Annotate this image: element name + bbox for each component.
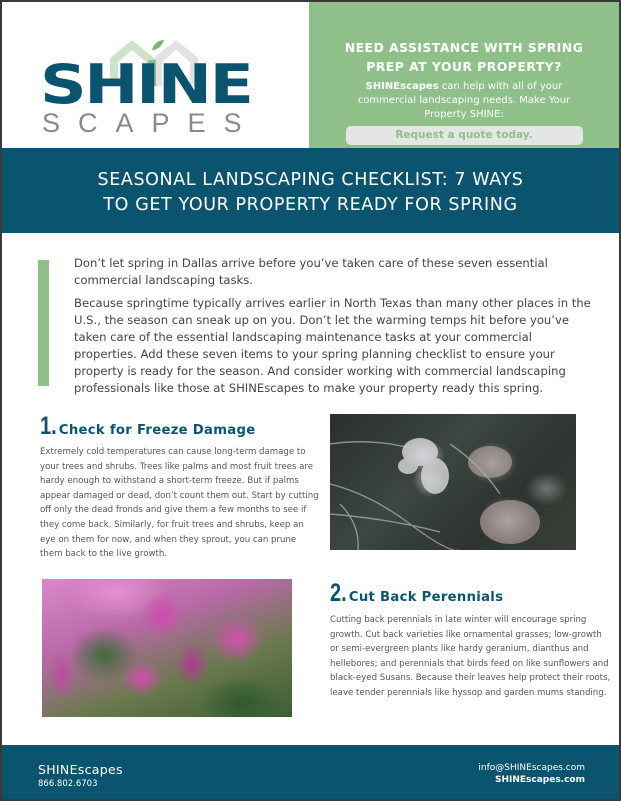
cta-text: can help with all of your commercial landscaping needs. Make Your Property SHINE: — [357, 81, 571, 120]
pink-geranium-flowers-photo — [42, 579, 292, 717]
intro-text — [74, 255, 594, 397]
logo-subword: SCAPES — [42, 108, 260, 138]
cta-brand: SHINEscapes — [365, 81, 439, 92]
frost-covered-plant-photo — [330, 414, 576, 550]
footer-phone[interactable]: 866.802.6703 — [38, 779, 98, 789]
cta-title — [309, 38, 619, 76]
section-1-heading — [40, 412, 255, 441]
section-1-body: Extremely cold temperatures can cause long-term damage to your trees and shrubs. Trees like palms and most fruit trees are hardy enough to withstand a short-term freeze. But if palms appear damaged or dead, don’t count them out. Start by cutting off only the dead fronds and give them a few months to see if they come back. Similarly, for fruit trees and shrubs, keep an eye on them for now, and when they sprout, you can prune them back to the live growth. — [40, 447, 319, 560]
cta-title-line1: NEED ASSISTANCE WITH SPRING — [344, 40, 584, 55]
section-2-title: Cut Back Perennials — [348, 590, 504, 605]
title-banner — [2, 148, 619, 233]
section-1-number: 1. — [40, 412, 57, 440]
cta-panel — [309, 2, 619, 148]
flyer-page — [2, 2, 619, 799]
logo-area — [2, 2, 309, 148]
footer-brand: SHINEscapes — [38, 762, 123, 777]
request-quote-button[interactable]: Request a quote today. — [346, 126, 583, 145]
cta-title-line2: PREP AT YOUR PROPERTY? — [366, 59, 562, 74]
intro-paragraph-1: Don’t let spring in Dallas arrive before you’ve taken care of these seven essential commercial landscaping tasks. — [74, 256, 548, 287]
section-1-title: Check for Freeze Damage — [58, 423, 256, 438]
section-2-body: Cutting back perennials in late winter will encourage spring growth. Cut back varieties like ornamental grasses; low-growth or semi-evergreen plants like hardy geranium, dianthus and hellebores; and perennials that birds feed on like sunflowers and black-eyed Susans. Because their leaves help protect their roots, leave tender perennials like hyssop and garden mums standing. — [330, 615, 611, 698]
footer-website-link[interactable]: SHINEscapes.com — [494, 775, 585, 785]
intro-accent-bar — [38, 260, 49, 386]
page-title-line2: TO GET YOUR PROPERTY READY FOR SPRING — [103, 195, 518, 215]
section-2-number: 2. — [330, 579, 347, 607]
footer-email-link[interactable]: info@SHINEscapes.com — [478, 763, 585, 773]
section-2-heading — [330, 579, 503, 608]
page-title — [2, 168, 619, 218]
shinescapes-logo — [40, 36, 276, 140]
frost-branches-icon — [330, 414, 576, 550]
cta-body — [309, 80, 619, 122]
intro-paragraph-2: Because springtime typically arrives earlier in North Texas than many other places in the U.S., the season can sneak up on you. Don’t let the warming temps hit before you’ve taken care of the essential landscaping maintenance tasks at your commercial properties. Add these seven items to your spring planning checklist to ensure your property is ready for the season. And consider working with commercial landscaping professionals like those at SHINEscapes to make your property ready this spring. — [74, 296, 591, 395]
logo-word: SHINE — [40, 53, 252, 116]
footer — [2, 745, 619, 799]
page-title-line1: SEASONAL LANDSCAPING CHECKLIST: 7 WAYS — [97, 170, 524, 190]
